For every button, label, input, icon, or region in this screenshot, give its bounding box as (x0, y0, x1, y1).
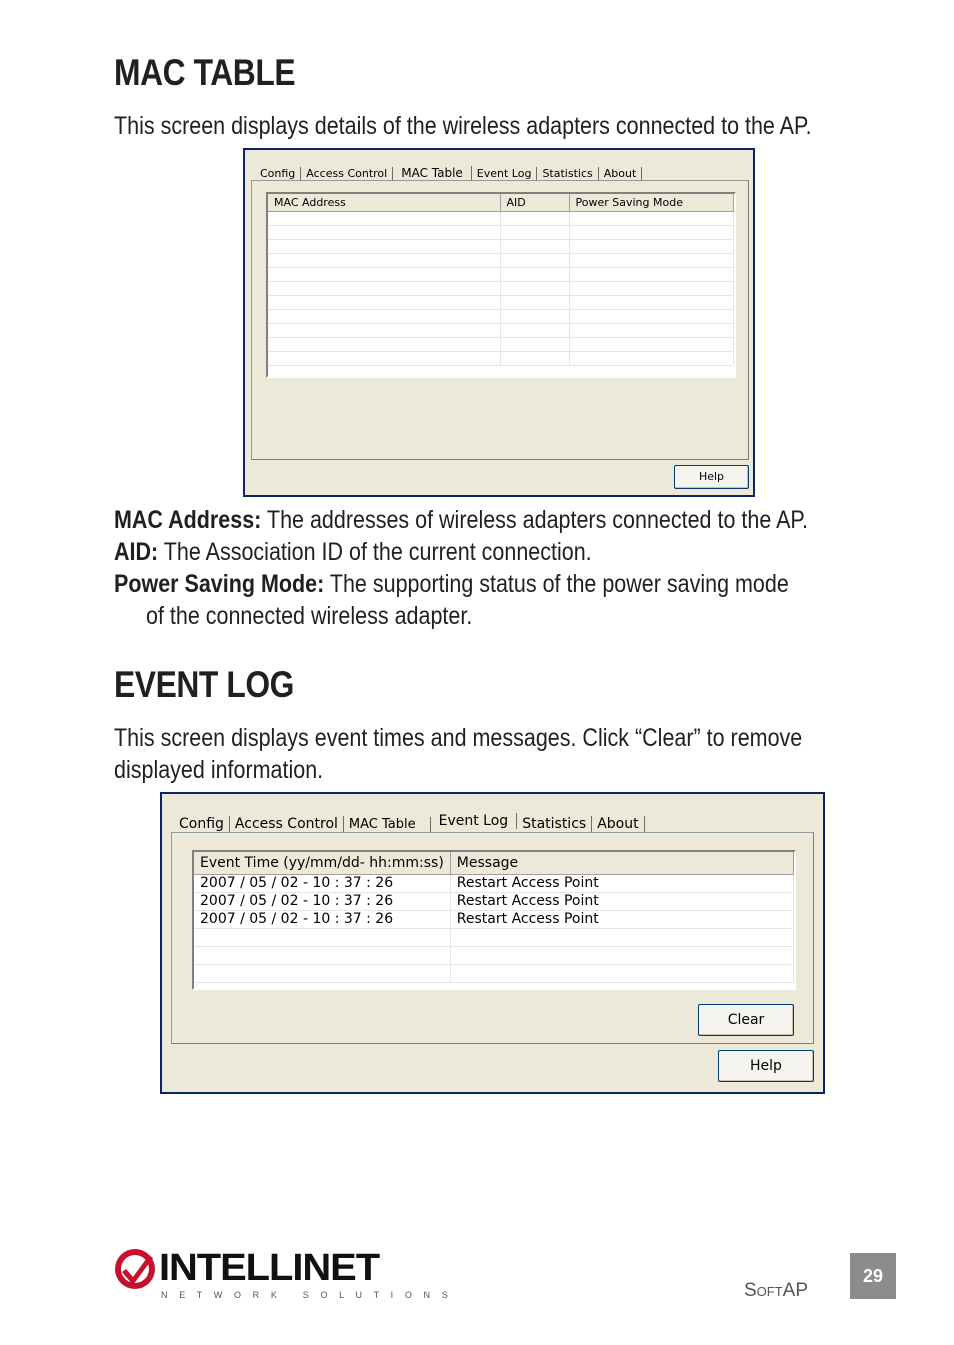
event-log-heading: EVENT LOG (114, 664, 295, 705)
event-message-cell: Restart Access Point (450, 874, 793, 892)
table-row[interactable] (268, 351, 734, 365)
table-row[interactable] (268, 239, 734, 253)
event-time-cell: 2007 / 05 / 02 - 10 : 37 : 26 (194, 892, 450, 910)
definition-desc: The supporting status of the power saving mode (329, 570, 789, 598)
column-header-message[interactable]: Message (450, 852, 793, 874)
definition-power-saving-mode (114, 568, 789, 600)
brand-tagline: N E T W O R K S O L U T I O N S (161, 1290, 453, 1300)
tab-config[interactable]: Config (255, 167, 301, 180)
mac-address-list[interactable] (266, 192, 736, 378)
tab-mac-table[interactable]: MAC Table (393, 166, 472, 180)
tab-statistics[interactable]: Statistics (517, 816, 592, 832)
column-header-aid[interactable]: AID (500, 194, 569, 211)
definition-desc: The Association ID of the current connection. (163, 538, 592, 566)
table-row[interactable] (194, 946, 794, 964)
product-name: SoftAP (744, 1280, 809, 1301)
tab-config[interactable]: Config (174, 816, 230, 832)
definition-power-saving-mode-cont: of the connected wireless adapter. (146, 602, 473, 630)
help-button[interactable]: Help (718, 1050, 814, 1082)
table-row[interactable] (194, 874, 794, 892)
clear-button[interactable]: Clear (698, 1004, 794, 1036)
mac-table-dialog (243, 148, 755, 497)
definition-desc: The addresses of wireless adapters connected to the AP. (266, 506, 808, 534)
intellinet-logo (113, 1247, 453, 1303)
event-tab-bar (174, 810, 645, 832)
table-row[interactable] (268, 323, 734, 337)
table-row[interactable] (194, 892, 794, 910)
event-log-intro-line2: displayed information. (114, 756, 324, 784)
event-time-cell: 2007 / 05 / 02 - 10 : 37 : 26 (194, 910, 450, 928)
table-row[interactable] (268, 295, 734, 309)
table-row[interactable] (268, 267, 734, 281)
column-header-mac-address[interactable]: MAC Address (268, 194, 500, 211)
event-log-list[interactable] (192, 850, 796, 990)
table-row[interactable] (268, 309, 734, 323)
table-row[interactable] (268, 337, 734, 351)
event-message-cell: Restart Access Point (450, 892, 793, 910)
tab-event-log[interactable]: Event Log (472, 167, 538, 180)
tab-access-control[interactable]: Access Control (230, 816, 344, 832)
mac-table-intro: This screen displays details of the wireless adapters connected to the AP. (114, 112, 812, 140)
help-button[interactable]: Help (674, 465, 749, 489)
table-row[interactable] (194, 910, 794, 928)
brand-wordmark: INTELLINET (159, 1247, 380, 1289)
tab-about[interactable]: About (592, 816, 644, 832)
event-log-intro-line1: This screen displays event times and messages. Click “Clear” to remove (114, 724, 803, 752)
table-row[interactable] (268, 211, 734, 225)
event-time-cell: 2007 / 05 / 02 - 10 : 37 : 26 (194, 874, 450, 892)
definition-term: AID: (114, 538, 159, 566)
table-row[interactable] (268, 253, 734, 267)
table-row[interactable] (194, 964, 794, 982)
tab-statistics[interactable]: Statistics (537, 167, 598, 180)
definition-mac-address (114, 504, 808, 536)
mac-table-heading: MAC TABLE (114, 52, 296, 93)
event-log-dialog (160, 792, 825, 1094)
table-row[interactable] (268, 225, 734, 239)
mac-tab-bar (255, 162, 642, 180)
column-header-event-time[interactable]: Event Time (yy/mm/dd- hh:mm:ss) (194, 852, 450, 874)
column-header-power-saving-mode[interactable]: Power Saving Mode (569, 194, 734, 211)
table-row[interactable] (194, 928, 794, 946)
tab-mac-table[interactable]: MAC Table (344, 817, 431, 832)
tab-about[interactable]: About (599, 167, 643, 180)
checkmark-logo-icon (113, 1247, 159, 1291)
definition-term: MAC Address: (114, 506, 262, 534)
page-number: 29 (850, 1253, 896, 1299)
definition-aid (114, 536, 592, 568)
tab-access-control[interactable]: Access Control (301, 167, 393, 180)
tab-event-log[interactable]: Event Log (431, 813, 518, 829)
definition-term: Power Saving Mode: (114, 570, 325, 598)
table-row[interactable] (268, 281, 734, 295)
event-message-cell: Restart Access Point (450, 910, 793, 928)
